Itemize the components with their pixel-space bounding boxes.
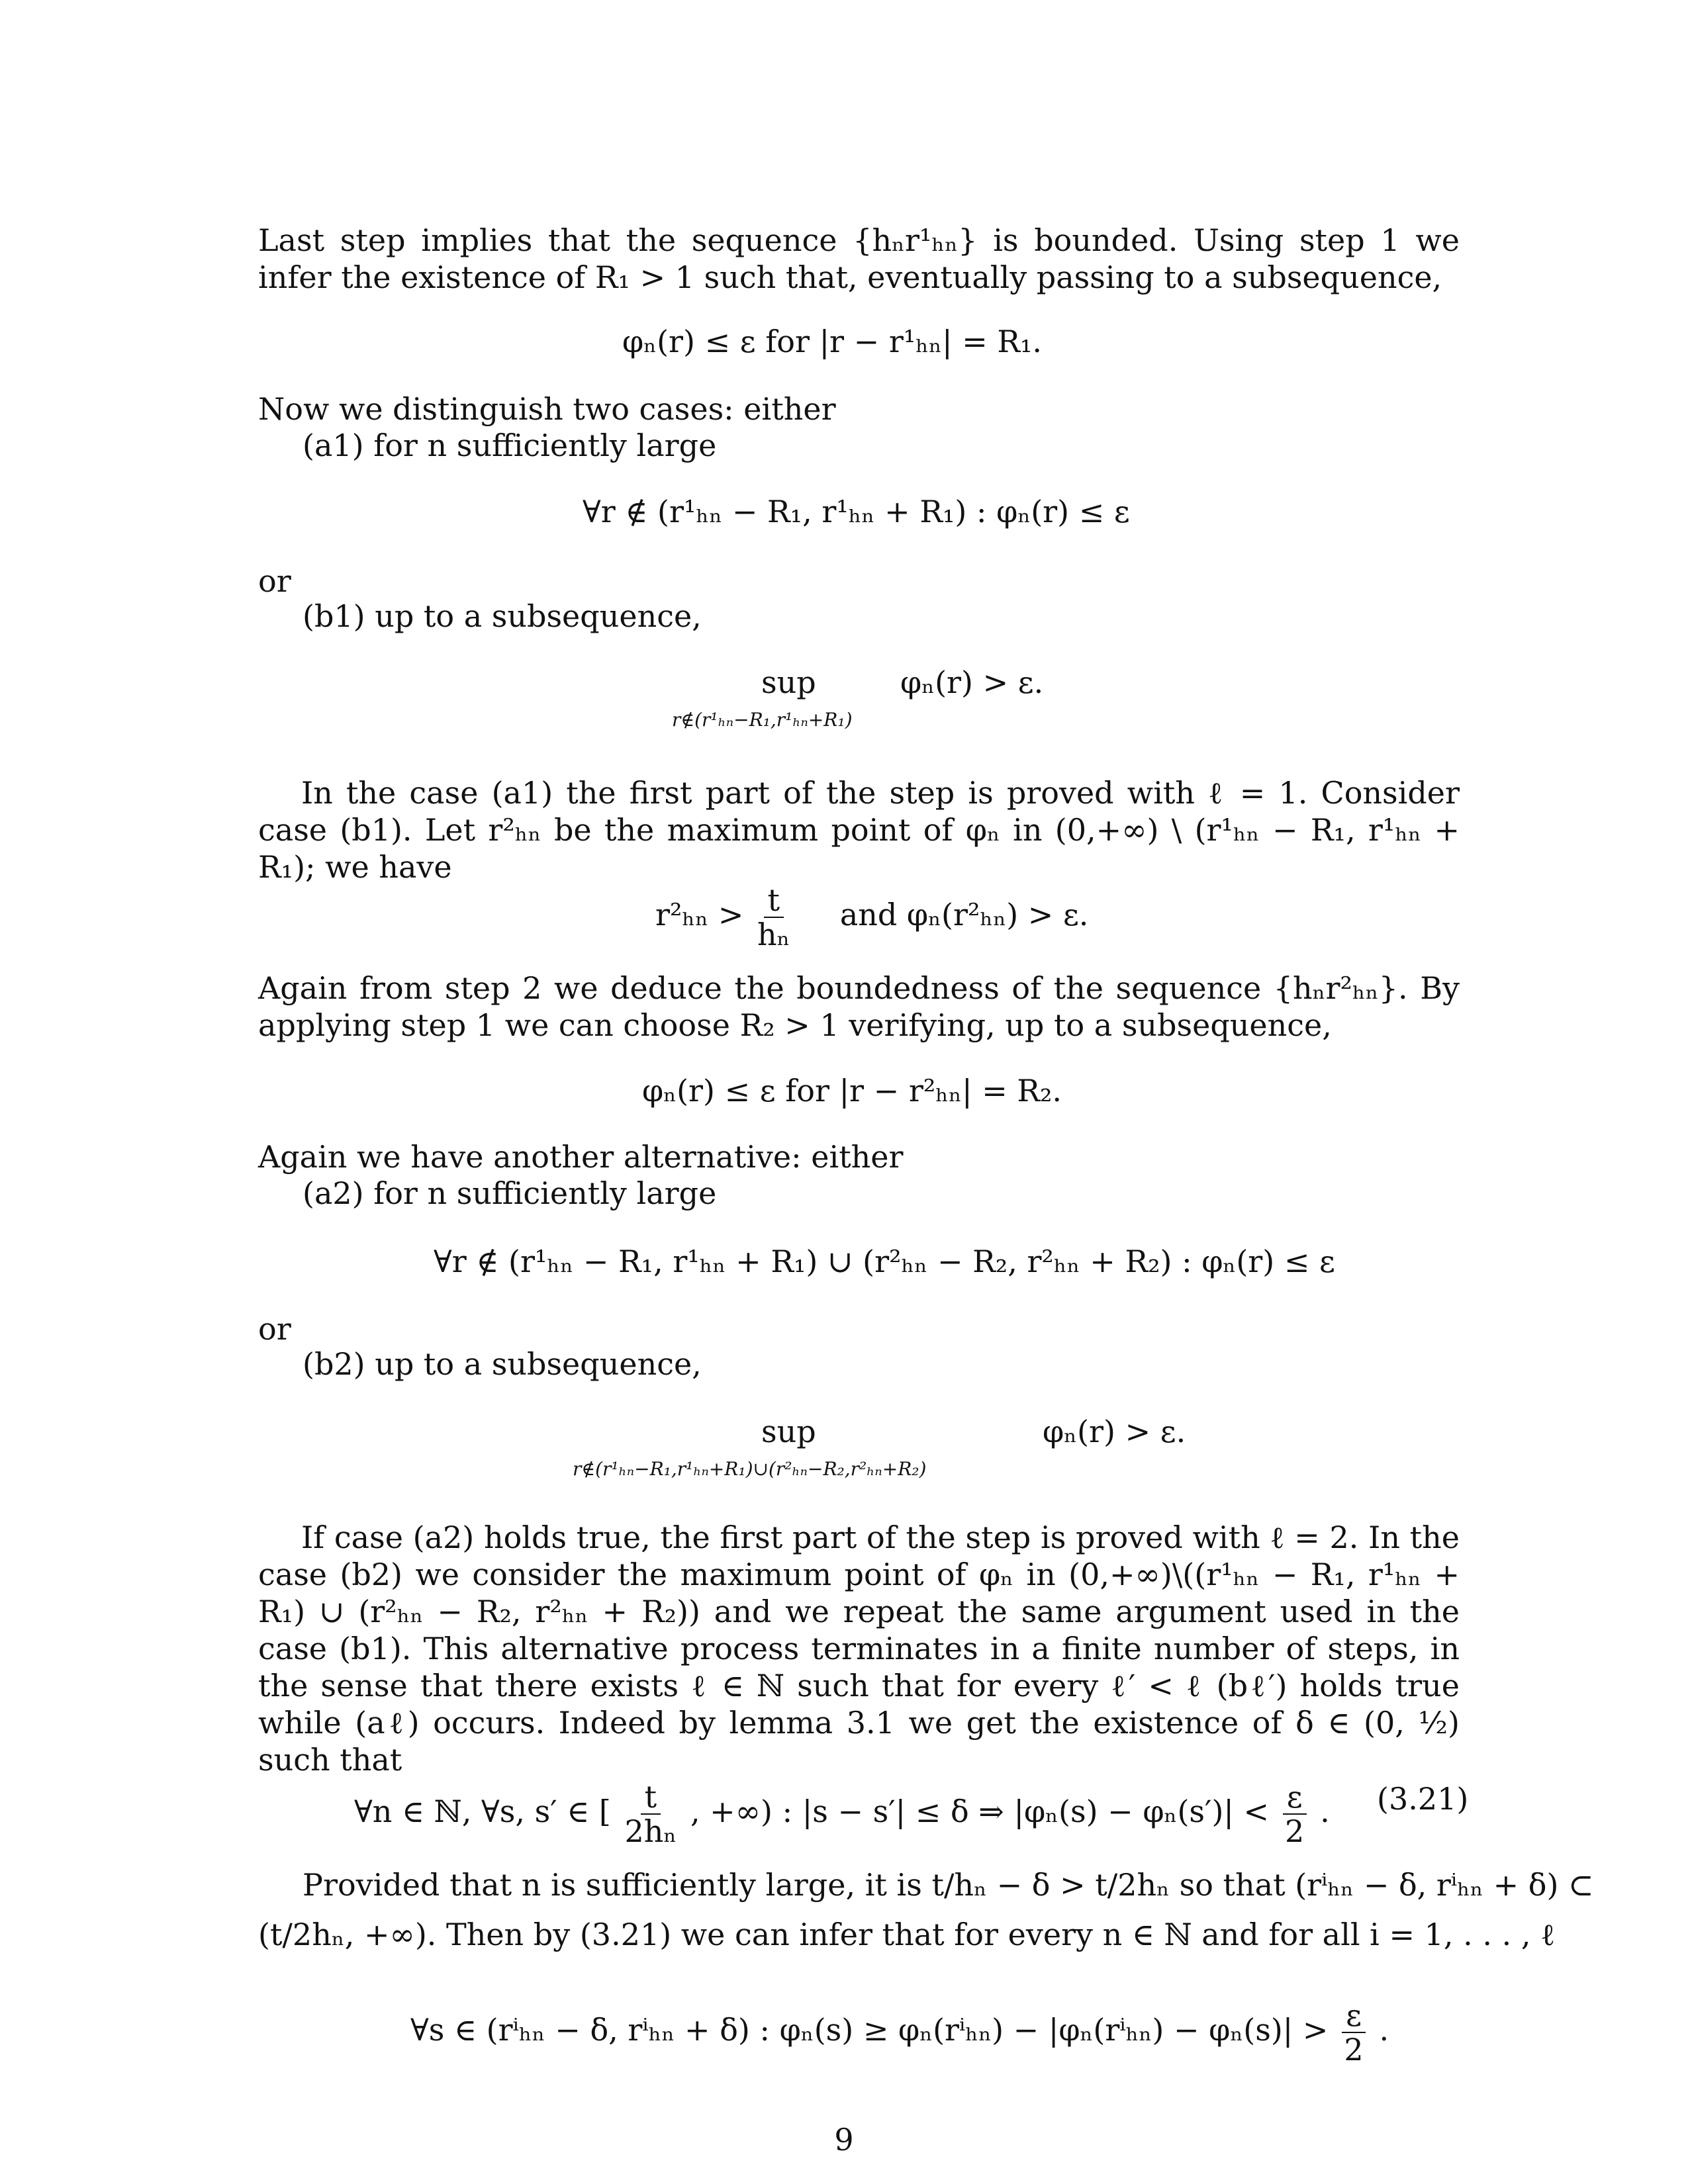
fraction-numerator: ε bbox=[1283, 1780, 1307, 1815]
equation-sup-operator-2: sup bbox=[761, 1414, 816, 1449]
equation-sup-rhs-2: φₙ(r) > ε. bbox=[1043, 1414, 1186, 1449]
paragraph-provided-line-1: Provided that n is sufficiently large, it is t/hₙ − δ > t/2hₙ so that (rⁱₕₙ − δ, rⁱₕₙ + δ) ⊂ bbox=[303, 1867, 1594, 1903]
or-separator-1: or bbox=[258, 563, 291, 599]
paragraph-case-b1-text: In the case (a1) the first part of the step is proved with ℓ = 1. Consider case (b1). Let r²ₕₙ be the maximum point of φₙ in (0,+∞) \ (r¹ₕₙ − R₁, r¹ₕₙ + R₁); we have bbox=[258, 775, 1460, 885]
case-a1-label: (a1) for n sufficiently large bbox=[303, 428, 717, 463]
fraction-denominator: hₙ bbox=[757, 917, 790, 952]
fraction-t-over-hn bbox=[757, 884, 790, 951]
equation-r2-lhs: r²ₕₙ > bbox=[655, 897, 744, 933]
equation-sup-subscript-2: r∉(r¹ₕₙ−R₁,r¹ₕₙ+R₁)∪(r²ₕₙ−R₂,r²ₕₙ+R₂) bbox=[573, 1458, 927, 1480]
equation-case-a1: ∀r ∉ (r¹ₕₙ − R₁, r¹ₕₙ + R₁) : φₙ(r) ≤ ε bbox=[583, 494, 1130, 529]
fraction-numerator: ε bbox=[1342, 1999, 1366, 2033]
fraction-denominator: 2hₙ bbox=[624, 1813, 677, 1849]
fraction-denominator: 2 bbox=[1284, 1813, 1305, 1849]
paragraph-intro: Last step implies that the sequence {hₙr¹ₕₙ} is bounded. Using step 1 we infer the existence of R₁ > 1 such that, eventually passing to a subsequence, bbox=[258, 222, 1460, 295]
fraction-t-over-2hn bbox=[625, 1780, 677, 1848]
equation-3-21-end: . bbox=[1320, 1794, 1330, 1829]
paragraph-case-b1-analysis bbox=[258, 774, 1460, 886]
equation-sup-subscript-1: r∉(r¹ₕₙ−R₁,r¹ₕₙ+R₁) bbox=[672, 709, 853, 731]
equation-3-21-lhs: ∀n ∈ ℕ, ∀s, s′ ∈ [ bbox=[354, 1794, 611, 1829]
equation-case-a2: ∀r ∉ (r¹ₕₙ − R₁, r¹ₕₙ + R₁) ∪ (r²ₕₙ − R₂, r²ₕₙ + R₂) : φₙ(r) ≤ ε bbox=[434, 1244, 1335, 1279]
case-b2-label: (b2) up to a subsequence, bbox=[303, 1346, 702, 1382]
fraction-numerator: t bbox=[764, 884, 784, 918]
equation-sup-rhs-1: φₙ(r) > ε. bbox=[900, 664, 1044, 700]
paragraph-step-2-boundedness: Again from step 2 we deduce the boundedness of the sequence {hₙr²ₕₙ}. By applying step 1 we can choose R₂ > 1 verifying, up to a subsequence, bbox=[258, 970, 1460, 1043]
equation-lower-bound-lhs: ∀s ∈ (rⁱₕₙ − δ, rⁱₕₙ + δ) : φₙ(s) ≥ φₙ(rⁱₕₙ) − |φₙ(rⁱₕₙ) − φₙ(s)| > bbox=[410, 2012, 1329, 2048]
page-number: 9 bbox=[834, 2122, 854, 2158]
equation-phi-bound-r2: φₙ(r) ≤ ε for |r − r²ₕₙ| = R₂. bbox=[642, 1073, 1062, 1109]
paragraph-another-alternative: Again we have another alternative: either bbox=[258, 1139, 904, 1175]
case-b1-label: (b1) up to a subsequence, bbox=[303, 598, 702, 634]
equation-3-21 bbox=[354, 1780, 1330, 1848]
paragraph-provided-line-2: (t/2hₙ, +∞). Then by (3.21) we can infer that for every n ∈ ℕ and for all i = 1, . . . , ℓ bbox=[258, 1917, 1556, 1952]
equation-lower-bound-phi bbox=[410, 1999, 1389, 2066]
equation-phi-bound-r1: φₙ(r) ≤ ε for |r − r¹ₕₙ| = R₁. bbox=[622, 324, 1043, 359]
or-separator-2: or bbox=[258, 1311, 291, 1347]
fraction-numerator: t bbox=[641, 1780, 661, 1815]
fraction-epsilon-over-2 bbox=[1342, 1999, 1366, 2066]
equation-r2-rhs: and φₙ(r²ₕₙ) > ε. bbox=[839, 897, 1089, 933]
equation-3-21-mid: , +∞) : |s − s′| ≤ δ ⇒ |φₙ(s) − φₙ(s′)| < bbox=[690, 1794, 1270, 1829]
paragraph-process-text: If case (a2) holds true, the first part of the step is proved with ℓ = 2. In the case (b2) we consider the maximum point of φₙ in (0,+∞)\((r¹ₕₙ − R₁, r¹ₕₙ + R₁) ∪ (r²ₕₙ − R₂, r²ₕₙ + R₂)) and we repeat the same argument used in the case (b1). This alternative process terminates in a finite number of steps, in the sense that there exists ℓ ∈ ℕ such that for every ℓ′ < ℓ (bℓ′) holds true while (aℓ) occurs. Indeed by lemma 3.1 we get the existence of δ ∈ (0, ½) such that bbox=[258, 1520, 1460, 1778]
paragraph-two-cases: Now we distinguish two cases: either bbox=[258, 391, 836, 427]
paragraph-process-terminates bbox=[258, 1519, 1460, 1778]
equation-lower-bound-end: . bbox=[1379, 2012, 1389, 2048]
fraction-denominator: 2 bbox=[1344, 2032, 1364, 2068]
fraction-epsilon-over-2 bbox=[1283, 1780, 1307, 1848]
equation-r2-bound bbox=[655, 884, 1088, 951]
equation-sup-operator-1: sup bbox=[761, 664, 816, 700]
equation-label-3-21: (3.21) bbox=[1377, 1781, 1469, 1817]
case-a2-label: (a2) for n sufficiently large bbox=[303, 1175, 717, 1211]
